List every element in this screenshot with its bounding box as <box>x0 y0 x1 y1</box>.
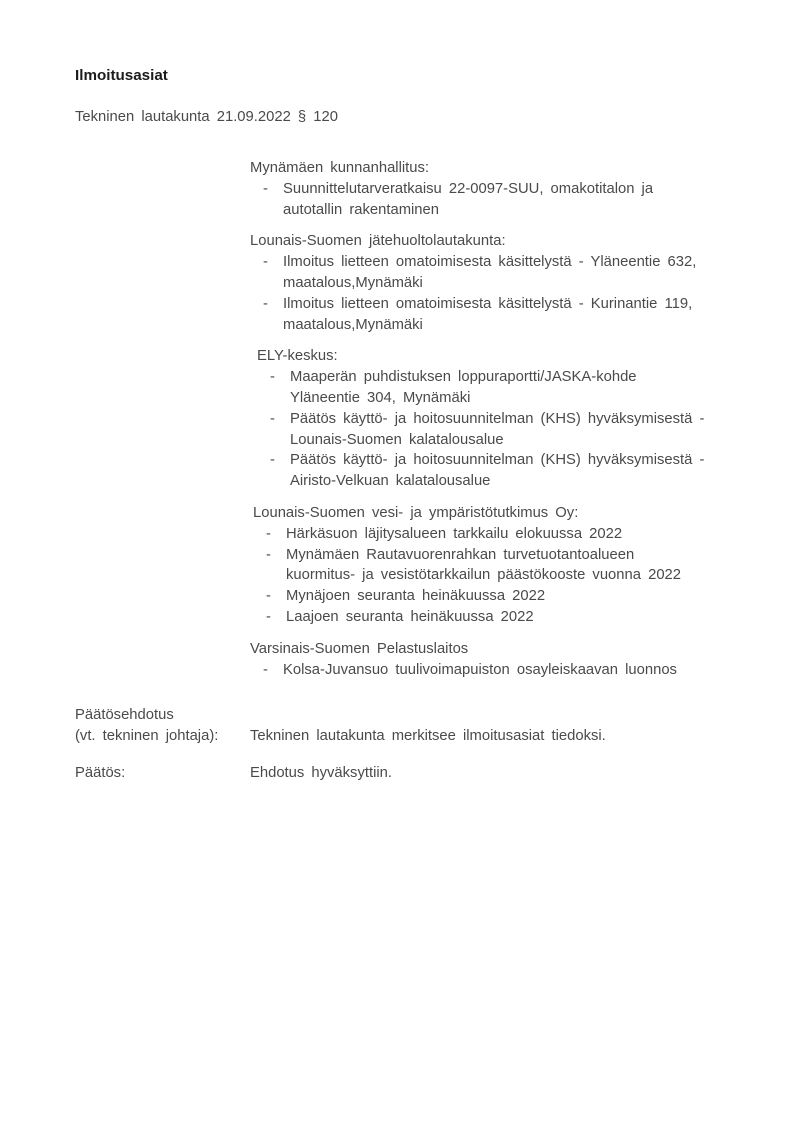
section-kunnanhallitus <box>250 158 760 220</box>
bullet-dash-icon: - <box>263 254 268 271</box>
section-vesi-ja-ymparistotutkimus <box>253 503 760 628</box>
bullet-dash-icon: - <box>266 588 271 605</box>
list-item <box>253 607 760 628</box>
list-item <box>250 294 760 336</box>
list-item-text <box>290 409 760 451</box>
section-jatehuoltolautakunta <box>250 231 760 335</box>
bullet-dash-icon: - <box>270 452 275 469</box>
list-item-text <box>283 294 760 336</box>
list-item <box>257 367 760 409</box>
bullet-dash-icon: - <box>266 525 271 542</box>
list-item-line: Mynäjoen seuranta heinäkuussa 2022 <box>286 588 546 605</box>
list-item-line: Kolsa-Juvansuo tuulivoimapuiston osayleiskaavan luonnos <box>283 661 677 678</box>
section-ely-keskus <box>257 346 760 492</box>
list-item-line: kuormitus- ja vesistötarkkailun päästökooste vuonna 2022 <box>286 567 682 584</box>
list-item <box>250 179 760 221</box>
list-item-text <box>286 586 760 607</box>
proposal-label-row <box>75 705 755 726</box>
section-heading: ELY-keskus: <box>257 348 338 365</box>
list-item-text <box>283 660 760 681</box>
list-item-line: maatalous,Mynämäki <box>283 316 423 333</box>
bullet-dash-icon: - <box>263 661 268 678</box>
section-heading: Mynämäen kunnanhallitus: <box>250 160 430 176</box>
list-item-text <box>290 367 760 409</box>
list-item-line: Päätös käyttö- ja hoitosuunnitelman (KHS) hyväksymisestä - <box>290 452 705 469</box>
list-item-text <box>290 450 760 492</box>
list-item-text <box>286 545 760 587</box>
list-item <box>253 524 760 545</box>
list-item-line: Airisto-Velkuan kalatalousalue <box>290 473 491 490</box>
section-heading: Lounais-Suomen vesi- ja ympäristötutkimus Oy: <box>253 504 579 521</box>
bullet-dash-icon: - <box>263 180 268 197</box>
list-item <box>250 660 760 681</box>
decision-block <box>75 705 755 783</box>
meeting-reference: Tekninen lautakunta 21.09.2022 § 120 <box>75 109 338 125</box>
list-item-line: Ilmoitus lietteen omatoimisesta käsittelystä - Yläneentie 632, <box>283 254 697 271</box>
list-item-text <box>286 607 760 628</box>
notices-list <box>250 158 760 691</box>
list-item-line: Mynämäen Rautavuorenrahkan turvetuotantoalueen <box>286 546 635 563</box>
list-item-text <box>283 252 760 294</box>
list-item <box>253 545 760 587</box>
proposal-text: Tekninen lautakunta merkitsee ilmoitusasiat tiedoksi. <box>250 727 606 744</box>
spacer <box>75 747 755 763</box>
bullet-dash-icon: - <box>270 369 275 386</box>
proposal-label: Päätösehdotus <box>75 707 174 723</box>
list-item-line: Ilmoitus lietteen omatoimisesta käsittelystä - Kurinantie 119, <box>283 295 693 312</box>
page-title: Ilmoitusasiat <box>75 67 168 84</box>
decision-text: Ehdotus hyväksyttiin. <box>250 764 392 781</box>
section-heading: Varsinais-Suomen Pelastuslaitos <box>250 640 469 657</box>
list-item-line: Härkäsuon läjitysalueen tarkkailu elokuussa 2022 <box>286 525 623 542</box>
list-item-line: Päätös käyttö- ja hoitosuunnitelman (KHS) hyväksymisestä - <box>290 410 705 427</box>
proposal-row <box>75 726 755 747</box>
bullet-dash-icon: - <box>270 410 275 427</box>
decision-label: Päätös: <box>75 764 126 781</box>
proposal-author-label: (vt. tekninen johtaja): <box>75 727 219 744</box>
list-item <box>257 450 760 492</box>
bullet-dash-icon: - <box>263 295 268 312</box>
list-item-line: Yläneentie 304, Mynämäki <box>290 389 471 406</box>
list-item-line: Suunnittelutarveratkaisu 22-0097-SUU, omakotitalon ja <box>283 180 654 197</box>
list-item-text <box>286 524 760 545</box>
list-item-line: Lounais-Suomen kalatalousalue <box>290 431 504 448</box>
list-item <box>257 409 760 451</box>
list-item-line: autotallin rakentaminen <box>283 201 439 218</box>
list-item-line: Maaperän puhdistuksen loppuraportti/JASKA-kohde <box>290 369 637 386</box>
bullet-dash-icon: - <box>266 546 271 563</box>
section-heading: Lounais-Suomen jätehuoltolautakunta: <box>250 233 506 250</box>
list-item-line: Laajoen seuranta heinäkuussa 2022 <box>286 608 534 625</box>
list-item <box>250 252 760 294</box>
list-item <box>253 586 760 607</box>
list-item-text <box>283 179 760 221</box>
bullet-dash-icon: - <box>266 608 271 625</box>
section-pelastuslaitos <box>250 639 760 681</box>
list-item-line: maatalous,Mynämäki <box>283 274 423 291</box>
decision-row <box>75 763 755 784</box>
